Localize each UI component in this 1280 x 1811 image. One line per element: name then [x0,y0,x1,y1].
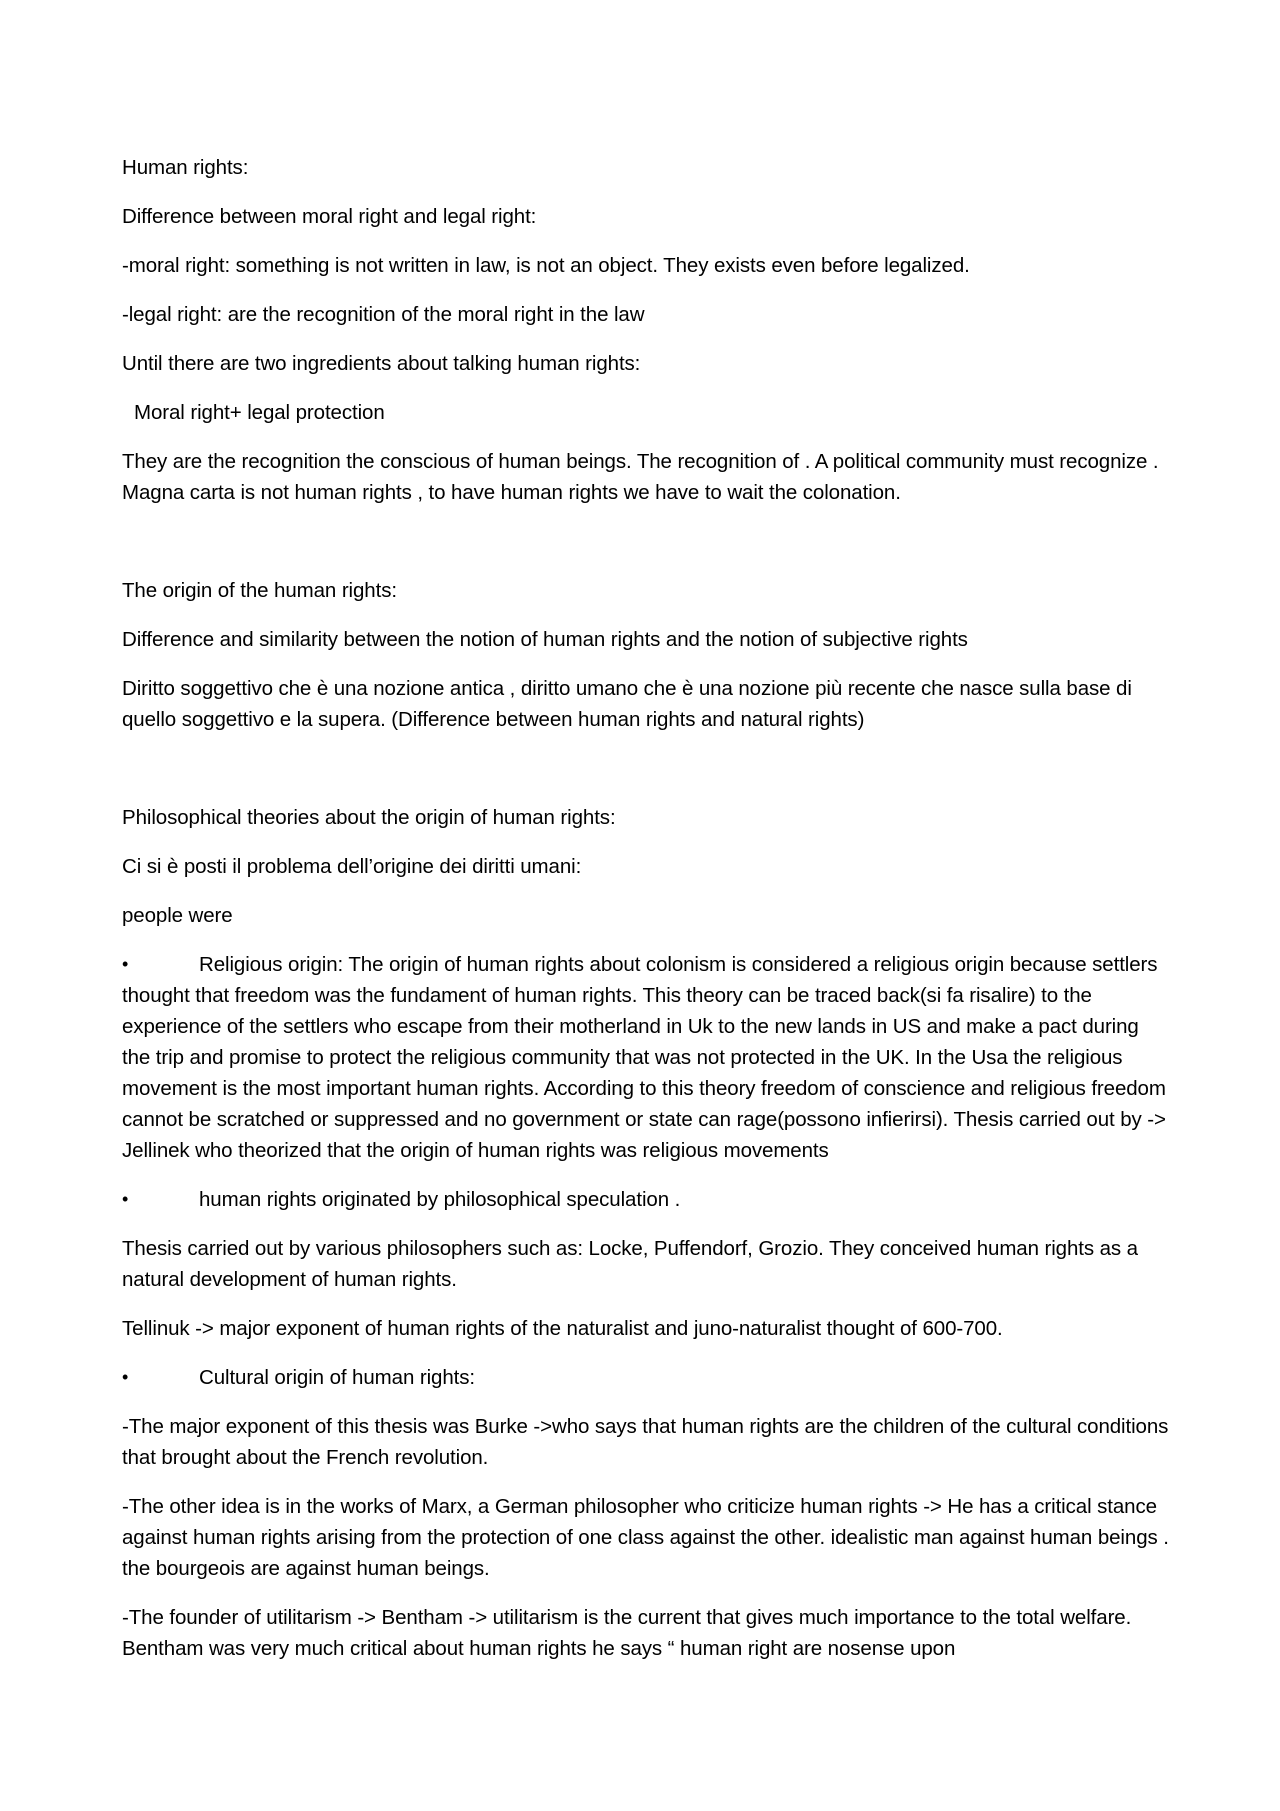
heading-human-rights: Human rights: [122,156,249,179]
paragraph: -legal right: are the recognition of the moral right in the law [122,303,645,326]
paragraph: Ci si è posti il problema dell’origine dei diritti umani: [122,855,582,878]
heading-origin: The origin of the human rights: [122,579,397,602]
paragraph: Thesis carried out by various philosophers such as: Locke, Puffendorf, Grozio. They conceived human rights as a natural development of human rights. [122,1237,1138,1291]
bullet-item-religious-origin [122,949,1172,1166]
bullet-item-cultural-origin [122,1362,1172,1393]
paragraph: -The founder of utilitarism -> Bentham -> utilitarism is the current that gives much importance to the total welfare. Bentham was very much critical about human rights he says “ human right are nosense upon [122,1606,1132,1660]
bullet-icon: • [122,1367,129,1387]
bullet-text: human rights originated by philosophical speculation . [199,1188,681,1211]
bullet-icon: • [122,1189,129,1209]
paragraph: Tellinuk -> major exponent of human rights of the naturalist and juno-naturalist thought of 600-700. [122,1317,1003,1340]
paragraph: people were [122,904,233,927]
paragraph: Diritto soggettivo che è una nozione antica , diritto umano che è una nozione più recente che nasce sulla base di quello soggettivo e la supera. (Difference between human rights and natural rights) [122,677,1132,731]
paragraph: -The major exponent of this thesis was Burke ->who says that human rights are the children of the cultural conditions that brought about the French revolution. [122,1415,1169,1469]
paragraph: -moral right: something is not written in law, is not an object. They exists even before legalized. [122,254,970,277]
bullet-text: Religious origin: The origin of human rights about colonism is considered a religious origin because settlers thought that freedom was the fundament of human rights. This theory can be traced back(si fa risalire) to the experience of the settlers who escape from their motherland in Uk to the new lands in US and make a pact during the trip and promise to protect the religious community that was not protected in the UK. In the Usa the religious movement is the most important human rights. According to this theory freedom of conscience and religious freedom cannot be scratched or suppressed and no government or state can rage(possono infierirsi). Thesis carried out by -> Jellinek who theorized that the origin of human rights was religious movements [122,953,1166,1162]
paragraph: They are the recognition the conscious of human beings. The recognition of . A political community must recognize . Magna carta is not human rights , to have human rights we have to wait the colonation. [122,450,1159,504]
document-body [122,152,1172,1682]
paragraph: Difference and similarity between the notion of human rights and the notion of subjective rights [122,628,968,651]
blank-line [122,526,1172,575]
heading-philosophical-theories: Philosophical theories about the origin of human rights: [122,806,616,829]
bullet-item-philosophical-speculation [122,1184,1172,1215]
blank-line [122,753,1172,802]
paragraph: Until there are two ingredients about talking human rights: [122,352,641,375]
bullet-text: Cultural origin of human rights: [199,1366,475,1389]
paragraph: Difference between moral right and legal right: [122,205,537,228]
paragraph: Moral right+ legal protection [134,401,385,424]
paragraph: -The other idea is in the works of Marx, a German philosopher who criticize human rights -> He has a critical stance against human rights arising from the protection of one class against the other. idealistic man against human beings . the bourgeois are against human beings. [122,1495,1169,1580]
bullet-icon: • [122,954,129,974]
